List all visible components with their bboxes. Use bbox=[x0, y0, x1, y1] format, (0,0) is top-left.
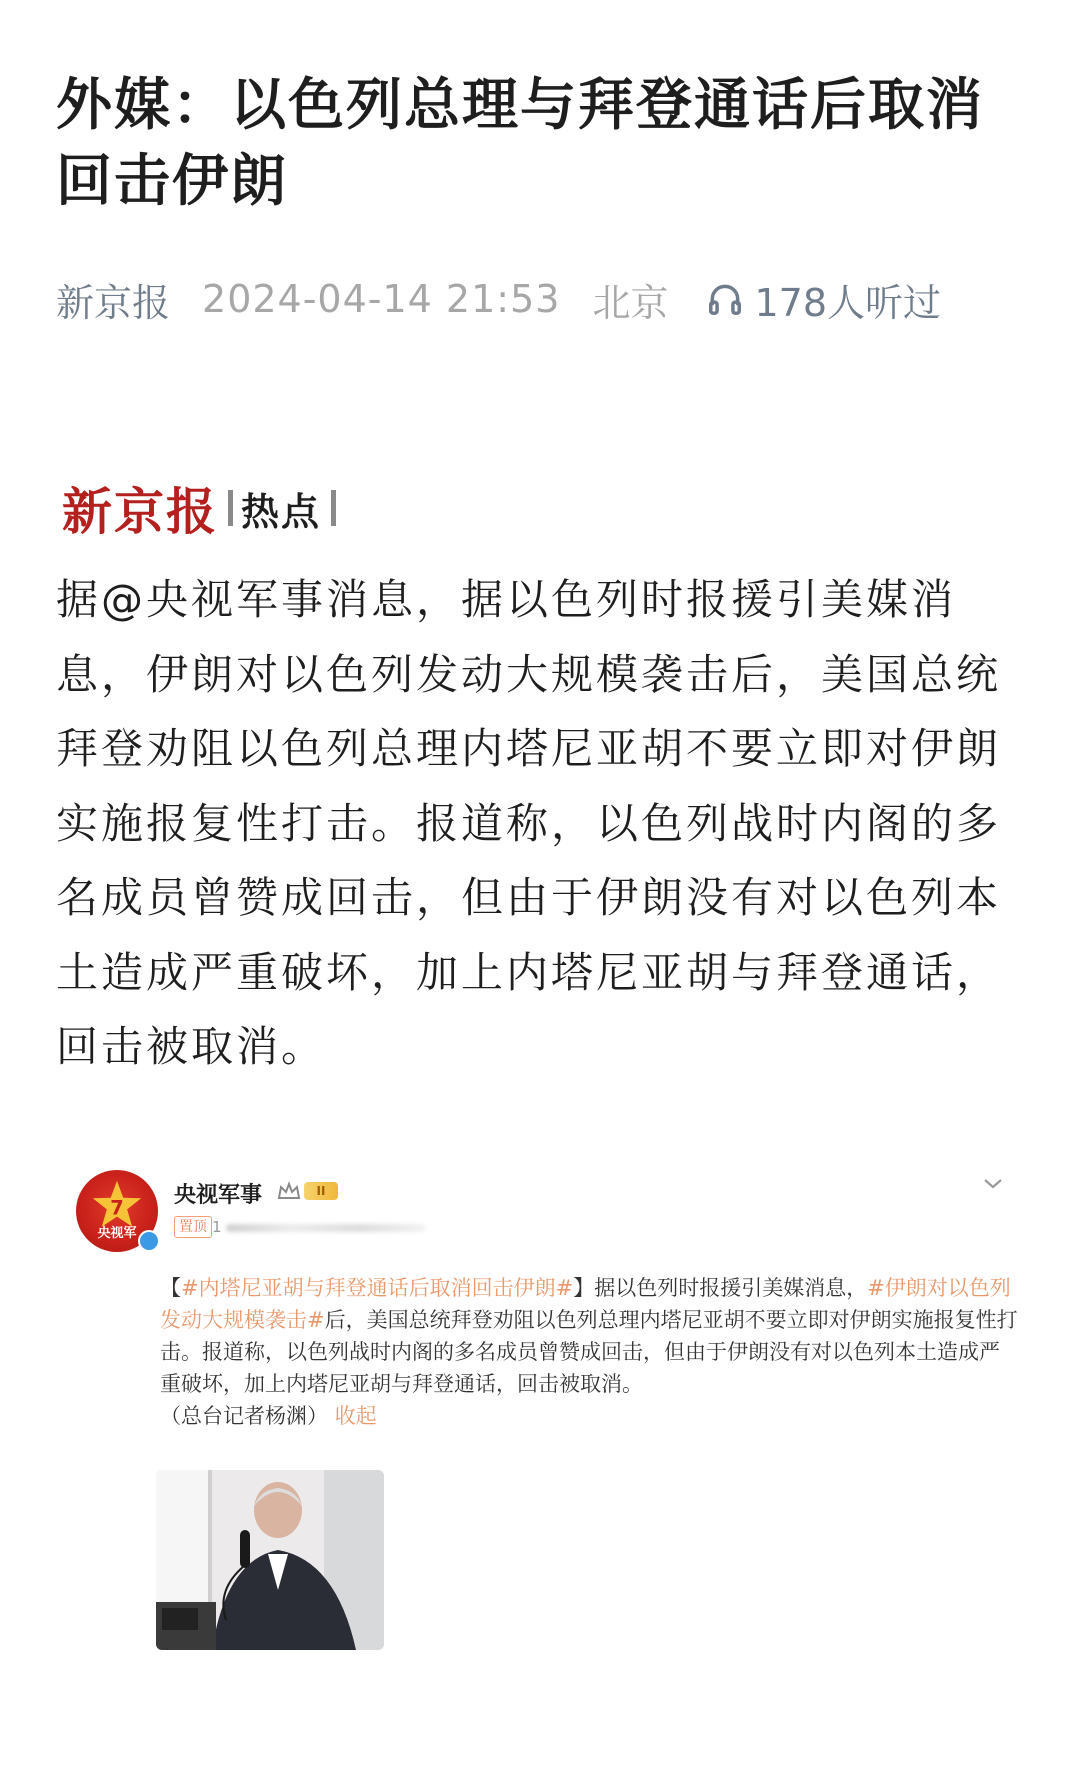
post-bracket-close: 】 bbox=[573, 1276, 595, 1300]
brand-divider-left bbox=[228, 490, 233, 526]
top-tag: 置顶 bbox=[174, 1216, 212, 1238]
article-title: 外媒：以色列总理与拜登通话后取消回击伊朗 bbox=[56, 73, 984, 214]
brand-divider-right bbox=[331, 490, 336, 526]
brand-header bbox=[62, 478, 344, 541]
embedded-weibo-post bbox=[76, 1170, 1016, 1680]
chevron-down-icon[interactable] bbox=[982, 1176, 1004, 1192]
post-text bbox=[160, 1272, 1020, 1432]
collapse-link[interactable]: 收起 bbox=[334, 1404, 377, 1428]
level-badge: II bbox=[304, 1182, 338, 1200]
listen-button[interactable] bbox=[706, 272, 941, 327]
article-location: 北京 bbox=[592, 280, 669, 325]
headphones-icon bbox=[706, 280, 744, 318]
post-text-2: 后，美国总统拜登劝阻以色列总理内塔尼亚胡不要立即对伊朗实施报复性打击。报道称，以色列战时内阁的多名成员曾赞成回击，但由于伊朗没有对以色列本土造成严重破坏，加上内塔尼亚胡与拜登通话，回击被取消。 bbox=[160, 1308, 1018, 1396]
post-meta-blur bbox=[226, 1224, 426, 1232]
article-source[interactable]: 新京报 bbox=[56, 280, 171, 325]
brand-logo: 新京报 bbox=[62, 482, 218, 541]
post-meta bbox=[212, 1216, 432, 1238]
post-meta-text: 1 bbox=[212, 1218, 222, 1236]
hashtag-link-2[interactable]: #伊朗对以色列发动大规模袭击# bbox=[160, 1276, 1011, 1332]
post-text-1: 据以色列时报援引美媒消息， bbox=[594, 1276, 868, 1300]
listen-count: 178人听过 bbox=[754, 280, 941, 325]
account-name[interactable]: 央视军事 bbox=[174, 1183, 263, 1208]
avatar[interactable] bbox=[76, 1170, 158, 1252]
hashtag-link-1[interactable]: #内塔尼亚胡与拜登通话后取消回击伊朗# bbox=[181, 1276, 574, 1300]
post-bracket-open: 【 bbox=[160, 1276, 181, 1300]
brand-section: 热点 bbox=[241, 489, 322, 534]
article-meta bbox=[56, 274, 941, 324]
crown-icon bbox=[276, 1180, 302, 1202]
article-body: 据@央视军事消息，据以色列时报援引美媒消息，伊朗对以色列发动大规模袭击后，美国总统拜登劝阻以色列总理内塔尼亚胡不要立即对伊朗实施报复性打击。报道称，以色列战时内阁的多名成员曾赞成回击，但由于伊朗没有对以色列本土造成严重破坏，加上内塔尼亚胡与拜登通话，回击被取消。 bbox=[56, 575, 1002, 1071]
svg-text:7: 7 bbox=[110, 1196, 124, 1220]
avatar-label: 央视军 bbox=[97, 1226, 137, 1241]
photo-image bbox=[156, 1470, 384, 1650]
verified-icon bbox=[138, 1230, 160, 1252]
article-datetime: 2024-04-14 21:53 bbox=[202, 277, 561, 321]
post-photo[interactable] bbox=[156, 1470, 384, 1650]
post-credit: （总台记者杨渊） bbox=[160, 1404, 328, 1428]
